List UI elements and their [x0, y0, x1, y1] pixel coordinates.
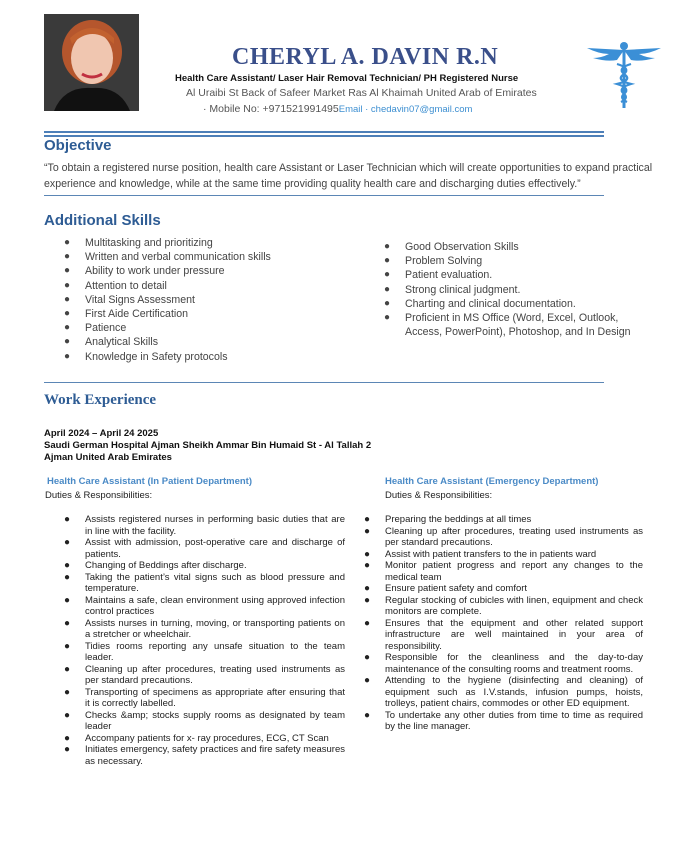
candidate-name: CHERYL A. DAVIN R.N: [232, 44, 499, 70]
list-item: ● Problem Solving: [384, 255, 483, 268]
professional-title: Health Care Assistant/ Laser Hair Removal Technician/ PH Registered Nurse: [175, 73, 519, 84]
email-link[interactable]: Email · chedavin07@gmail.com: [338, 104, 473, 115]
list-item: ● Ensures that the equipment and other related support infrastructure are well maintained in your area of responsibility.: [364, 617, 643, 652]
list-item: ● Preparing the beddings at all times: [364, 514, 532, 525]
skills-divider: [44, 382, 604, 383]
role-title-inpatient: Health Care Assistant (In Patient Department): [47, 476, 252, 487]
work-heading: Work Experience: [44, 392, 157, 408]
list-item: ● Knowledge in Safety protocols: [64, 350, 228, 363]
list-item: ● Regular stocking of cubicles with linen, equipment and check monitors are complete.: [364, 594, 643, 617]
list-item: ● Ensure patient safety and comfort: [364, 583, 528, 594]
address: Al Uraibi St Back of Safeer Market Ras Al Khaimah United Arab of Emirates: [186, 87, 537, 99]
mobile-number: · Mobile No: +971521991495: [203, 103, 339, 115]
list-item: ● Charting and clinical documentation.: [384, 297, 576, 310]
objective-divider: [44, 195, 604, 196]
skills-heading: Additional Skills: [44, 212, 161, 229]
list-item: ● Vital Signs Assessment: [64, 293, 195, 306]
list-item: ● Monitor patient progress and report any changes to the medical team: [364, 560, 643, 583]
list-item: ● Written and verbal communication skills: [64, 251, 271, 264]
list-item: ● To undertake any other duties from time to time as required by the line manager.: [364, 709, 643, 732]
contact-line: [203, 103, 472, 115]
caduceus-icon: [585, 40, 663, 110]
list-item: ● Assists nurses in turning, moving, or transporting patients on a stretcher or wheelchair.: [64, 617, 345, 640]
list-item: ● Multitasking and prioritizing: [64, 237, 213, 249]
job-dates: April 2024 – April 24 2025: [44, 428, 159, 439]
job-employer: Saudi German Hospital Ajman Sheikh Ammar Bin Humaid St - Al Tallah 2: [44, 440, 372, 451]
list-item: ● Cleaning up after procedures, treating used instruments as per standard precautions.: [64, 663, 345, 686]
list-item: ● Patient evaluation.: [384, 269, 493, 282]
skills-list-right: [384, 240, 655, 339]
header-divider: [44, 131, 604, 138]
list-item: ● Taking the patient’s vital signs such as blood pressure and temperature.: [64, 571, 345, 594]
duties-label-inpatient: Duties & Responsibilities:: [45, 490, 153, 501]
objective-text: “To obtain a registered nurse position, health care Assistant or Laser Technician which will create opportunities to expand practical experience and knowledge, while at the same time providing quality health care and discharging duties effectively.”: [44, 162, 653, 190]
objective-heading: Objective: [44, 137, 112, 154]
list-item: ● Checks &amp; stocks supply rooms as designated by team leader: [64, 709, 345, 732]
list-item: ● Attending to the hygiene (disinfecting and cleaning) of equipment such as I.V.stands, infusion pumps, hoists, trolleys, patient chairs, commodes or other ED equipment.: [364, 675, 643, 709]
list-item: ● Changing of Beddings after discharge.: [64, 560, 247, 571]
list-item: ● Attention to detail: [64, 279, 167, 292]
list-item: ● First Aide Certification: [64, 308, 189, 321]
list-item: ● Cleaning up after procedures, treating used instruments as per standard precautions.: [364, 525, 643, 548]
list-item: ● Assists registered nurses in performing basic duties that are in line with the facility.: [64, 514, 345, 537]
list-item: ● Ability to work under pressure: [64, 265, 225, 278]
list-item: ● Assist with admission, post-operative care and discharge of patients.: [64, 537, 345, 560]
role-title-emergency: Health Care Assistant (Emergency Department): [385, 476, 599, 487]
list-item: ● Accompany patients for x- ray procedures, ECG, CT Scan: [64, 732, 329, 744]
profile-photo: [44, 14, 139, 111]
duties-label-emergency: Duties & Responsibilities:: [385, 490, 493, 501]
duties-list-emergency: [364, 514, 643, 733]
list-item: ● Good Observation Skills: [384, 241, 519, 253]
list-item: ● Assist with patient transfers to the in patients ward: [364, 548, 597, 560]
list-item: ● Analytical Skills: [64, 336, 159, 349]
profile-photo-portrait: [44, 14, 139, 111]
list-item: ● Responsible for the cleanliness and the day-to-day maintenance of the consulting rooms and treatment rooms.: [364, 652, 643, 675]
list-item: ● Initiates emergency, safety practices and fire safety measures as necessary.: [64, 744, 345, 767]
list-item: ● Maintains a safe, clean environment using approved infection control practices: [64, 594, 345, 617]
job-location: Ajman United Arab Emirates: [44, 452, 172, 463]
list-item: ● Strong clinical judgment.: [384, 283, 521, 296]
list-item: ● Transporting of specimens as appropriate after ensuring that it is correctly labelled.: [64, 686, 345, 709]
list-item: ● Proficient in MS Office (Word, Excel, Outlook, Access, PowerPoint), Photoshop, and In Design: [384, 312, 631, 339]
skills-list-left: [64, 236, 271, 364]
duties-list-inpatient: [64, 514, 345, 767]
list-item: ● Tidies rooms reporting any unsafe situation to the team leader.: [64, 640, 345, 663]
list-item: ● Patience: [64, 322, 127, 335]
